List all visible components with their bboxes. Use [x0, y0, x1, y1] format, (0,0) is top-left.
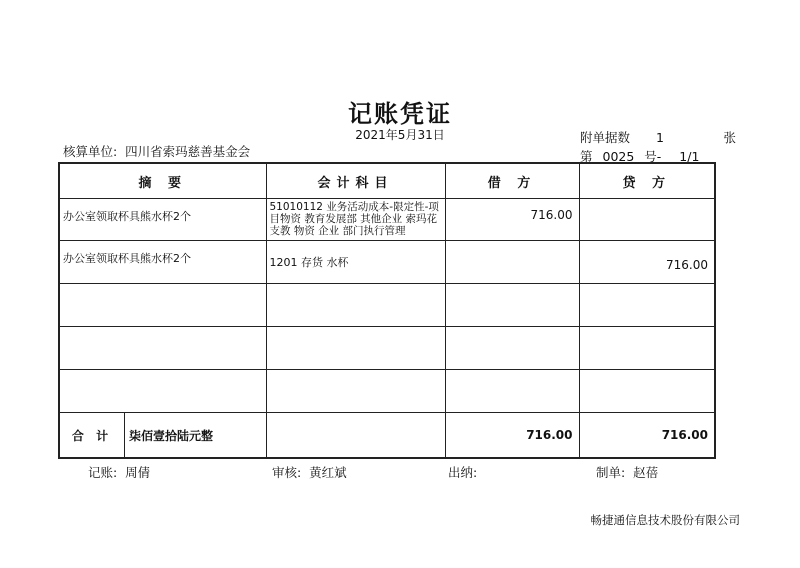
maker-label: 制单: — [596, 465, 626, 480]
header-account: 会计科目 — [266, 163, 445, 199]
reviewer-signature — [272, 463, 347, 481]
row-debit: 716.00 — [530, 208, 573, 222]
unit-label: 核算单位: — [63, 144, 118, 159]
table-row — [59, 199, 715, 241]
unit-value: 四川省索玛慈善基金会 — [125, 144, 251, 159]
voucher-no-suffix: 号- — [644, 149, 662, 164]
row-account — [267, 370, 445, 376]
row-account: 51010112 业务活动成本-限定性-项目物资 教育发展部 其他企业 索玛花支教 物资 企业 部门执行管理 — [269, 201, 439, 237]
row-debit — [446, 241, 579, 251]
voucher-no: 0025 — [602, 149, 635, 164]
attach-unit: 张 — [723, 130, 736, 145]
total-amount-words: 柒佰壹拾陆元整 — [124, 413, 213, 457]
software-company: 畅捷通信息技术股份有限公司 — [590, 513, 740, 527]
attachment-count — [580, 128, 736, 146]
row-summary: 办公室领取杯具熊水杯2个 — [63, 252, 191, 265]
reviewer-label: 审核: — [272, 465, 302, 480]
row-credit: 716.00 — [666, 258, 708, 272]
row-summary: 办公室领取杯具熊水杯2个 — [63, 210, 191, 223]
total-row — [59, 413, 715, 459]
row-account — [267, 284, 445, 290]
header-credit: 贷 方 — [579, 163, 715, 199]
bookkeeper-signature — [88, 463, 150, 481]
bookkeeper-name: 周倩 — [125, 465, 151, 480]
row-debit — [446, 284, 579, 290]
voucher-table — [58, 162, 716, 459]
reviewer-name: 黄红斌 — [309, 465, 347, 480]
table-row — [59, 327, 715, 370]
cashier-signature — [448, 463, 485, 481]
row-summary — [60, 284, 266, 290]
maker-name: 赵蓓 — [633, 465, 659, 480]
cashier-label: 出纳: — [448, 465, 478, 480]
voucher-page: 1/1 — [679, 149, 700, 164]
total-label: 合 计 — [71, 428, 113, 443]
row-account — [267, 327, 445, 333]
attach-count: 1 — [656, 130, 664, 145]
row-credit — [580, 370, 715, 376]
total-credit: 716.00 — [661, 428, 708, 442]
accounting-unit — [63, 142, 250, 160]
row-credit — [580, 327, 715, 333]
table-row — [59, 370, 715, 413]
voucher-no-label: 第 — [580, 149, 593, 164]
row-debit — [446, 370, 579, 376]
row-account: 1201 存货 水杯 — [269, 256, 349, 269]
header-summary: 摘 要 — [59, 163, 266, 199]
total-debit: 716.00 — [526, 428, 573, 442]
table-header-row — [59, 163, 715, 199]
table-row — [59, 284, 715, 327]
voucher-title: 记账凭证 — [348, 100, 452, 128]
table-row — [59, 241, 715, 284]
row-credit — [580, 284, 715, 290]
row-summary — [60, 327, 266, 333]
maker-signature — [596, 463, 658, 481]
row-debit — [446, 327, 579, 333]
row-summary — [60, 370, 266, 376]
voucher-date: 2021年5月31日 — [355, 128, 445, 142]
attach-label: 附单据数 — [580, 130, 631, 145]
row-credit — [580, 199, 715, 209]
header-debit: 借 方 — [445, 163, 579, 199]
bookkeeper-label: 记账: — [88, 465, 118, 480]
